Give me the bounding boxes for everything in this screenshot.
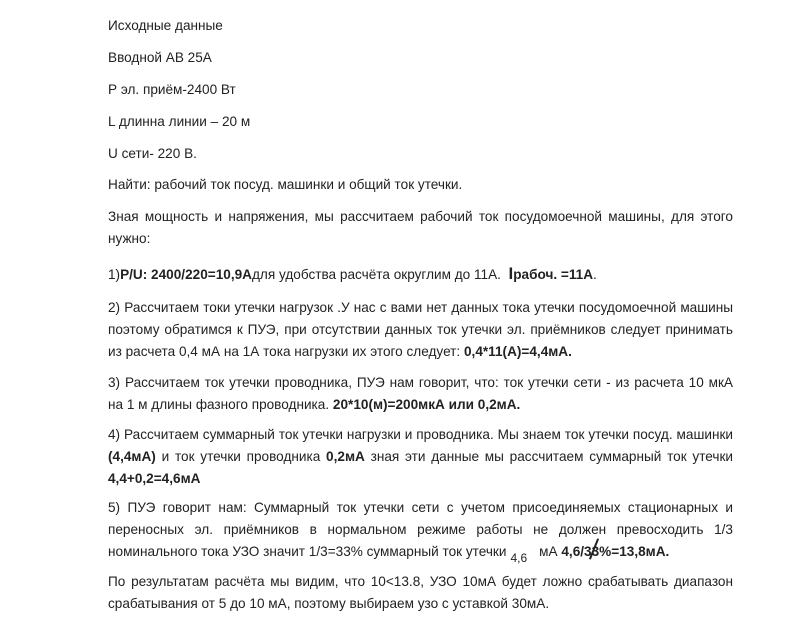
step5-result: 4,6/33%=13,8мА. [561,544,670,559]
step5-text: 5) ПУЭ говорит нам: Суммарный ток утечки сети с учетом присоединяемых стационарных и переносных эл. приёмников в нормальном режиме работы не должен превосходить 1/3 номинального тока УЗО значит 1/3=33% суммарный ток утечки [108,500,733,559]
step4-text3: зная эти данные мы рассчитаем суммарный ток утечки [370,449,734,464]
step4-result: 4,4+0,2=4,6мА [108,471,201,486]
given-breaker: Вводной АВ 25А [108,50,212,65]
task-line: Найти: рабочий ток посуд. машинки и общий ток утечки. [108,177,463,192]
step2-text: 2) Рассчитаем токи утечки нагрузок .У нас с вами нет данных тока утечки посудомоечной машины поэтому обратимся к ПУЭ, при отсутствии данных ток утечки эл. приёмников следует принимать из расчета 0,4 мА на 1А тока нагрузки их этого следует: [108,300,733,359]
heading: Исходные данные [108,18,223,33]
step1-number: 1) [108,267,121,282]
intro-paragraph: Зная мощность и напряжения, мы рассчитаем рабочий ток посудомоечной машины, для этого нужно: [108,209,733,246]
step4-text1: 4) Рассчитаем суммарный ток утечки нагрузки и проводника. Мы знаем ток утечки посуд. машинки [108,427,733,442]
current-symbol: I [508,264,514,283]
step4-paragraph [108,424,733,490]
step4-value-load: (4,4мА) [108,449,156,464]
step1-end: . [593,267,597,282]
step3-paragraph [108,372,733,416]
step1-result: рабоч. =11А [513,267,594,282]
step5-subscript: 4,6 [510,551,528,565]
step5-paragraph [108,497,733,563]
conclusion-paragraph: По результатам расчёта мы видим, что 10<13.8, УЗО 10мА будет ложно срабатывать диапазон срабатывания от 5 до 10 мА, поэтому выбираем узо с уставкой 30мА. [108,574,733,611]
given-voltage: U сети- 220 В. [108,146,197,161]
step4-value-wire: 0,2мА [326,449,365,464]
step4-text2: и ток утечки проводника [161,449,321,464]
step1-formula: P/U: 2400/220=10,9А [120,267,252,282]
step2-result: 0,4*11(А)=4,4мА. [463,344,572,359]
step1-paragraph [108,263,597,286]
step2-paragraph [108,297,733,363]
given-power: Р эл. приём-2400 Вт [108,82,236,97]
step1-text: для удобства расчёта округлим до 11А. [251,267,501,282]
step3-result: 20*10(м)=200мкА или 0,2мА. [332,397,521,412]
given-length: L длинна линии – 20 м [108,114,251,129]
step3-text: 3) Рассчитаем ток утечки проводника, ПУЭ нам говорит, что: ток утечки сети - из расчета 10 мкА на 1 м длины фазного проводника. [108,375,733,412]
step5-result-wrap [561,541,669,563]
step5-unit: мА [539,544,558,559]
